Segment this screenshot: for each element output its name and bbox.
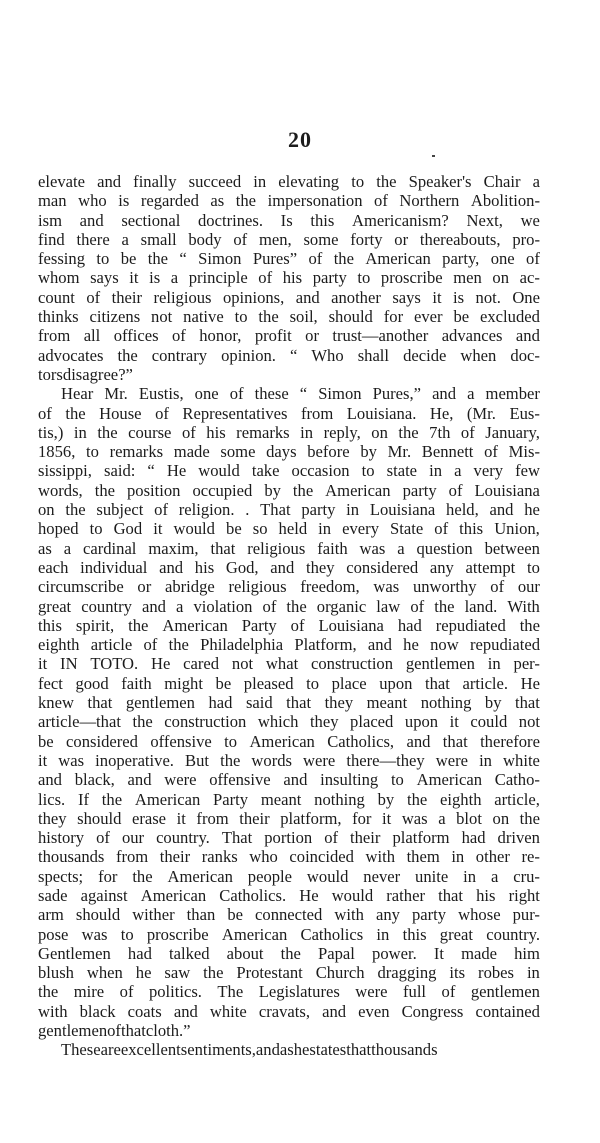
text-line: arm should wither than be connected with any party whose pur-: [38, 905, 540, 925]
text-line: this spirit, the American Party of Louisiana had repudiated the: [38, 615, 540, 635]
text-line: man who is regarded as the impersonation of Northern Abolition-: [38, 191, 540, 211]
text-line: great country and a violation of the organic law of the land. With: [38, 596, 540, 616]
page-number: 20: [288, 127, 312, 152]
text-line: fect good faith might be pleased to place upon that article. He: [38, 673, 540, 693]
text-line: be considered offensive to American Catholics, and that therefore: [38, 731, 540, 751]
text-line: history of our country. That portion of their platform had driven: [38, 828, 540, 848]
text-line: sissippi, said: “ He would take occasion to state in a very few: [38, 461, 540, 481]
text-line: the mire of politics. The Legislatures were full of gentlemen: [38, 982, 540, 1002]
text-line: find there a small body of men, some forty or thereabouts, pro-: [38, 229, 540, 249]
text-line: thousands from their ranks who coincided with them in other re-: [38, 847, 540, 867]
text-line: tors disagree ?”: [38, 364, 133, 384]
text-line: each individual and his God, and they considered any attempt to: [38, 557, 540, 577]
text-line: Gentlemen had talked about the Papal power. It made him: [38, 943, 540, 963]
text-line: blush when he saw the Protestant Church dragging its robes in: [38, 963, 540, 983]
text-line: whom says it is a principle of his party to proscribe men on ac-: [38, 268, 540, 288]
text-line: with black coats and white cravats, and even Congress contained: [38, 1001, 540, 1021]
text-line: gentlemen of that cloth.”: [38, 1021, 191, 1041]
text-line: article—that the construction which they placed upon it could not: [38, 712, 540, 732]
text-line: words, the position occupied by the American party of Louisiana: [38, 480, 540, 500]
text-line: thinks citizens not native to the soil, should for ever be excluded: [38, 307, 540, 327]
text-line: eighth article of the Philadelphia Platform, and he now repudiated: [38, 635, 540, 655]
ink-speck: [432, 155, 435, 157]
text-line: spects; for the American people would never unite in a cru-: [38, 866, 540, 886]
text-line: 1856, to remarks made some days before by Mr. Bennett of Mis-: [38, 442, 540, 462]
text-line: advocates the contrary opinion. “ Who shall decide when doc-: [38, 345, 540, 365]
text-line: ism and sectional doctrines. Is this Americanism? Next, we: [38, 210, 540, 230]
text-line: Hear Mr. Eustis, one of these “ Simon Pures,” and a member: [61, 384, 540, 404]
text-line: fessing to be the “ Simon Pures” of the American party, one of: [38, 249, 540, 269]
text-line: they should erase it from their platform, for it was a blot on the: [38, 808, 540, 828]
body-text: [38, 172, 540, 1060]
text-line: on the subject of religion. . That party in Louisiana held, and he: [38, 500, 540, 520]
text-line: as a cardinal maxim, that religious faith was a question between: [38, 538, 540, 558]
text-line: it IN TOTO. He cared not what construction gentlemen in per-: [38, 654, 540, 674]
text-line: These are excellent sentiments, and as he states that thousands: [61, 1040, 438, 1060]
text-line: circumscribe or abridge religious freedom, was unworthy of our: [38, 577, 540, 597]
text-line: count of their religious opinions, and another says it is not. One: [38, 287, 540, 307]
text-line: pose was to proscribe American Catholics in this great country.: [38, 924, 540, 944]
text-line: and black, and were offensive and insulting to American Catho-: [38, 770, 540, 790]
text-line: from all offices of honor, profit or trust—another advances and: [38, 326, 540, 346]
text-line: of the House of Representatives from Louisiana. He, (Mr. Eus-: [38, 403, 540, 423]
text-line: hoped to God it would be so held in every State of this Union,: [38, 519, 540, 539]
text-line: knew that gentlemen had said that they meant nothing by that: [38, 693, 540, 713]
text-line: it was inoperative. But the words were there—they were in white: [38, 750, 540, 770]
text-line: sade against American Catholics. He would rather that his right: [38, 885, 540, 905]
text-line: tis,) in the course of his remarks in reply, on the 7th of January,: [38, 422, 540, 442]
text-line: elevate and finally succeed in elevating to the Speaker's Chair a: [38, 172, 540, 191]
text-line: lics. If the American Party meant nothing by the eighth article,: [38, 789, 540, 809]
